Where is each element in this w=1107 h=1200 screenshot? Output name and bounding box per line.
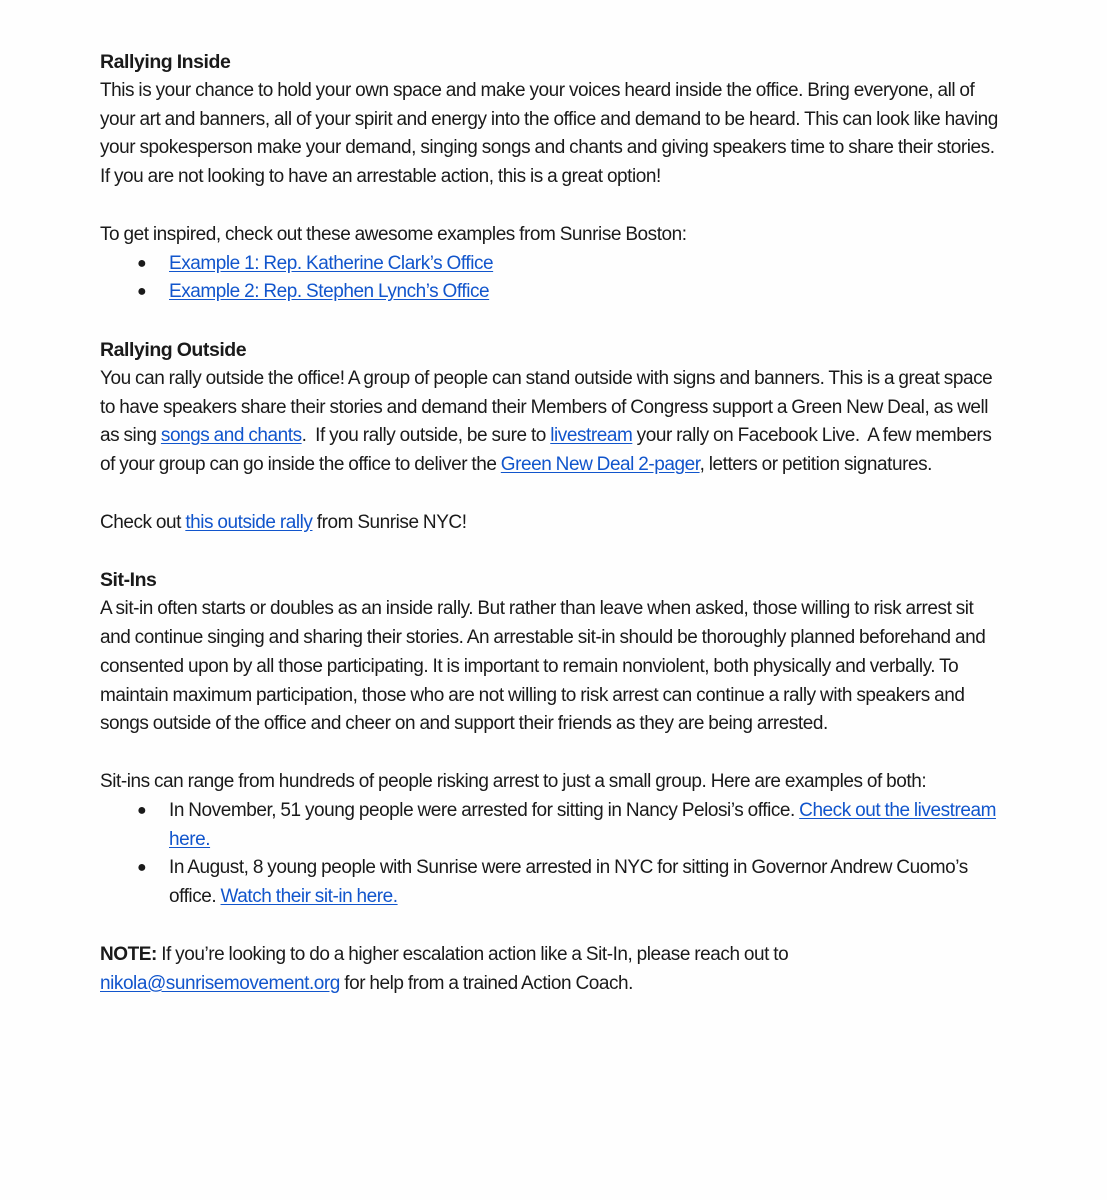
- boston-examples-list: [100, 250, 1000, 308]
- bullet-icon: ●: [137, 283, 147, 301]
- list-item: [100, 797, 1000, 855]
- songs-and-chants-link[interactable]: songs and chants: [160, 425, 302, 447]
- rallying-inside-body: This is your chance to hold your own space and make your voices heard inside the office. Bring everyone, all of your art and banners, all of your spirit and energy into the office and demand to be heard. This can look like having your spokesperson make your demand, singing songs and chants and giving speakers time to share their stories. If you are not looking to have an arrestable action, this is a great option!: [100, 79, 998, 188]
- example-1-link[interactable]: Example 1: Rep. Katherine Clark’s Office: [169, 252, 494, 274]
- rallying-outside-body: [100, 365, 1000, 480]
- heading-sit-ins: Sit-Ins: [100, 569, 157, 592]
- livestream-link[interactable]: livestream: [550, 425, 633, 447]
- sit-ins-intro: Sit-ins can range from hundreds of people risking arrest to just a small group. Here are examples of both:: [100, 770, 927, 792]
- email-link[interactable]: nikola@sunrisemovement.org: [100, 972, 340, 994]
- section-rallying-inside: [100, 48, 1000, 307]
- list-item: [100, 854, 1000, 912]
- list-item-text: In August, 8 young people with Sunrise were arrested in NYC for sitting in Governor Andrew Cuomo’s office.: [169, 857, 968, 908]
- body-text: Check out: [100, 511, 186, 533]
- body-text: your rally on Facebook Live. A few members of your group can go inside the office to deliver the: [100, 425, 996, 476]
- pelosi-livestream-link[interactable]: Check out the livestream here.: [169, 799, 996, 850]
- sit-in-examples-list: [100, 797, 1000, 912]
- outside-rally-note: [100, 509, 1000, 538]
- heading-rallying-inside: Rallying Inside: [100, 51, 231, 73]
- note-label: NOTE:: [100, 943, 157, 965]
- outside-rally-link[interactable]: this outside rally: [185, 511, 313, 533]
- list-item: [100, 250, 1000, 279]
- heading-rallying-outside: Rallying Outside: [100, 338, 247, 361]
- body-text: You can rally outside the office! A group of people can stand outside with signs and banners. This is a great space to have speakers share their stories and demand their Members of Congress support a Green New Deal, as well as sing: [100, 367, 993, 447]
- green-new-deal-2-pager-link[interactable]: Green New Deal 2-pager: [500, 454, 700, 476]
- note-text: for help from a trained Action Coach.: [339, 972, 633, 994]
- escalation-note: [100, 941, 1000, 999]
- rallying-inside-intro: To get inspired, check out these awesome examples from Sunrise Boston:: [100, 223, 687, 245]
- body-text: from Sunrise NYC!: [312, 511, 467, 533]
- body-text: , letters or petition signatures.: [699, 454, 932, 476]
- body-text: . If you rally outside, be sure to: [301, 425, 551, 447]
- bullet-icon: ●: [137, 254, 147, 272]
- cuomo-sit-in-link[interactable]: Watch their sit-in here.: [220, 886, 398, 908]
- bullet-icon: ●: [137, 859, 147, 877]
- note-text: If you’re looking to do a higher escalation action like a Sit-In, please reach out to: [156, 943, 789, 965]
- example-2-link[interactable]: Example 2: Rep. Stephen Lynch’s Office: [169, 281, 490, 303]
- section-sit-ins: [100, 566, 1000, 912]
- section-rallying-outside: [100, 336, 1000, 538]
- sit-ins-body: A sit-in often starts or doubles as an inside rally. But rather than leave when asked, those willing to risk arrest sit and continue singing and sharing their stories. An arrestable sit-in should be thoroughly planned beforehand and consented upon by all those participating. It is important to remain nonviolent, both physically and verbally. To maintain maximum participation, those who are not willing to risk arrest can continue a rally with speakers and songs outside of the office and cheer on and support their friends as they are being arrested.: [100, 598, 986, 735]
- list-item: [100, 278, 1000, 307]
- list-item-text: In November, 51 young people were arrested for sitting in Nancy Pelosi’s office.: [169, 799, 800, 821]
- bullet-icon: ●: [137, 801, 147, 819]
- document-page: [100, 48, 1000, 998]
